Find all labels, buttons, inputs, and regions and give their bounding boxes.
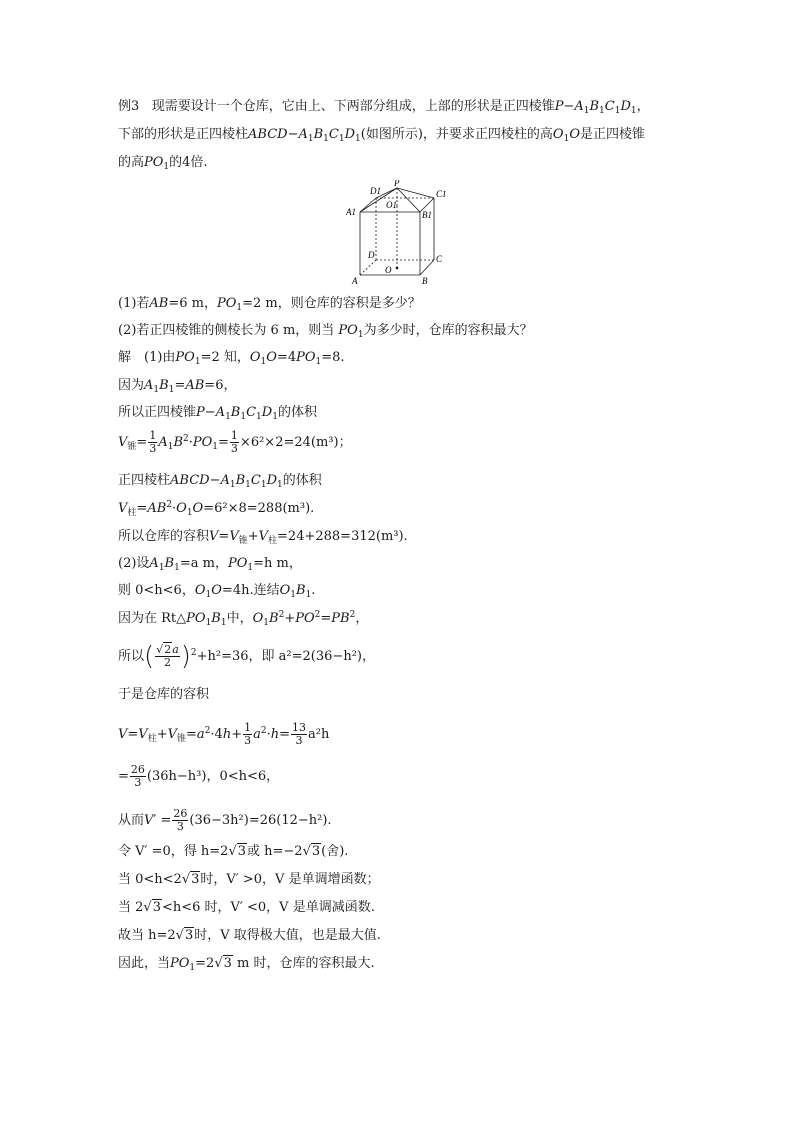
solution-line-14: = $\frac{26}{3}$ (36h−h³)，0<h<6， [118,763,280,789]
solution-line-7: 所以仓库的容积$V=V_锥+V_柱=24+288=312(m^3)$. [118,529,408,546]
solution-line-1: 解 (1)由$PO_1=2$ 知，$O_1O=4PO_1=8$. [118,350,345,367]
example-line-1: 例3 现需要设计一个仓库，它由上、下两部分组成，上部的形状是正四棱锥$P-A_1B_1C_1D_1$， [118,99,650,116]
svg-text:A1: A1 [346,207,356,217]
solution-line-12: 于是仓库的容积 [118,687,210,702]
solution-line-10: 因为在 $Rt\triangle PO_1B_1$中，$O_1B^2+PO^2=PB^2$， [118,610,369,628]
solution-line-17: 当 0<h<2√3时，V′ >0，V 是单调增函数； [118,872,380,887]
solution-line-2: 因为$A_1B_1=AB=6$， [118,378,237,395]
solution-line-8: (2)设$A_1B_1=a$ m，$PO_1=h$ m， [118,556,302,573]
solution-line-15: 从而V′ = $\frac{26}{3}$ (36−3h²)=26(12−h²). [118,807,332,833]
svg-text:A: A [352,276,358,286]
solution-line-16: 令 V′ =0，得 h=2√3或 h=−2√3(舍). [118,844,349,859]
example-title: 例3 [118,99,140,114]
solution-line-11: 所以( $\frac{√2a}{2}$ )$^2$+h²=36，即 a²=2(36−h²)， [118,641,375,672]
example-line-2: 下部的形状是正四棱柱$ABCD-A_1B_1C_1D_1$(如图所示)，并要求正四棱柱的高$O_1O$是正四棱锥 [118,127,646,144]
example-line-3: 的高$PO_1$的4倍. [118,155,208,172]
svg-text:D: D [368,250,375,260]
solution-line-19: 故当 h=2√3时，V 取得极大值，也是最大值. [118,928,381,943]
solution-line-6: $V_柱=AB^2\cdot O_1O=6^2\times 8=288(m^3)$. [118,500,315,518]
solution-line-18: 当 2√3<h<6 时，V′ <0，V 是单调减函数. [118,900,375,915]
svg-text:C: C [436,254,443,264]
svg-text:B1: B1 [422,210,432,220]
solution-line-3: 所以正四棱锥$P-A_1B_1C_1D_1$的体积 [118,405,317,422]
svg-text:D1: D1 [370,186,381,196]
svg-text:O: O [385,265,392,275]
solution-line-9: 则 0<h<6，$O_1O=4h$.连结$O_1B_1$. [118,583,316,600]
question-1: (1)若AB=6 m，$PO_1=2$ m，则仓库的容积是多少？ [118,296,421,313]
solution-line-5: 正四棱柱$ABCD-A_1B_1C_1D_1$的体积 [118,473,322,490]
solution-line-13: $V=V_柱+V_锥=a^2\cdot 4h+$ $\frac{1}{3}$ $a^2\cdot h=$ $\frac{13}{3}$ a²h [118,721,330,747]
solution-line-4: $V_锥=$ $\frac{1}{3}$ $A_1B^2\cdot PO_1=$ $\frac{1}{3}$ ×6²×2=24(m³)； [118,429,352,455]
svg-text:B: B [422,276,428,286]
prism-pyramid-figure [340,180,450,290]
svg-text:P: P [394,180,400,188]
svg-text:O1: O1 [386,200,397,210]
question-2: (2)若正四棱锥的侧棱长为 6 m，则当 $PO_1$为多少时，仓库的容积最大？ [118,323,533,340]
svg-text:C1: C1 [436,189,447,199]
solution-line-20: 因此，当$PO_1=2√3$ m 时，仓库的容积最大. [118,956,375,973]
